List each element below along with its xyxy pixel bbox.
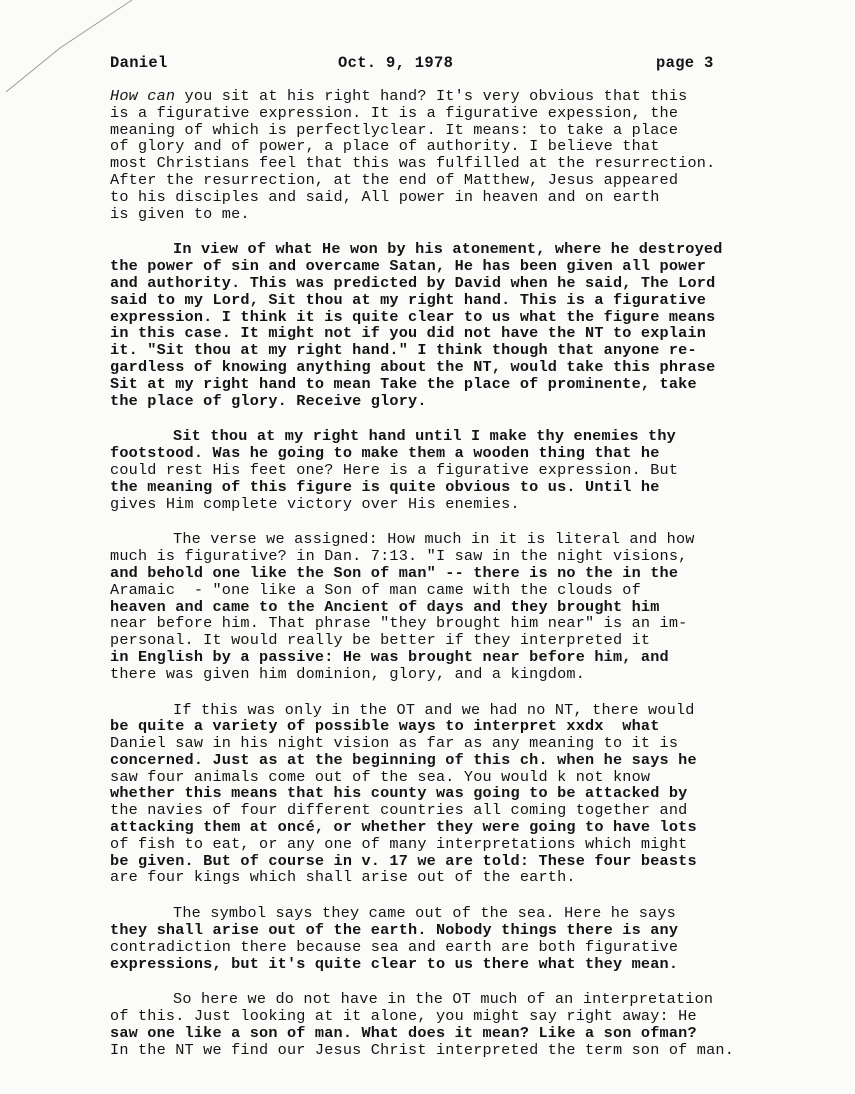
header-date: Oct. 9, 1978 bbox=[338, 54, 454, 72]
text-line: of this. Just looking at it alone, you might say right away: He bbox=[110, 1007, 697, 1026]
text-line: is given to me. bbox=[110, 204, 250, 223]
text-line: and authority. This was predicted by David when he said, The Lord bbox=[110, 273, 716, 292]
text-line: of glory and of power, a place of authority. I believe that bbox=[110, 137, 660, 156]
text-line: is a figurative expression. It is a figurative expession, the bbox=[110, 103, 679, 122]
text-line: be given. But of course in v. 17 we are told: These four beasts bbox=[110, 851, 697, 870]
document-body bbox=[110, 88, 810, 1078]
text-line: could rest His feet one? Here is a figurative expression. But bbox=[110, 460, 679, 479]
text-line: If this was only in the OT and we had no NT, there would bbox=[173, 700, 695, 719]
text-line: attacking them at oncé, or whether they were going to have lots bbox=[110, 818, 697, 837]
text-line: near before him. That phrase "they brought him near" is an im- bbox=[110, 614, 688, 633]
text-line: expressions, but it's quite clear to us there what they mean. bbox=[110, 954, 679, 973]
text-line: concerned. Just as at the beginning of this ch. when he says he bbox=[110, 750, 697, 769]
text-line: the navies of four different countries all coming together and bbox=[110, 801, 688, 820]
text-line: are four kings which shall arise out of the earth. bbox=[110, 868, 576, 887]
text-line: in English by a passive: He was brought near before him, and bbox=[110, 647, 669, 666]
text-line: most Christians feel that this was fulfilled at the resurrection. bbox=[110, 154, 716, 173]
text-line: to his disciples and said, All power in heaven and on earth bbox=[110, 187, 660, 206]
text-line: whether this means that his county was going to be attacked by bbox=[110, 784, 688, 803]
text-line: contradiction there because sea and earth are both figurative bbox=[110, 937, 679, 956]
text-line: said to my Lord, Sit thou at my right hand. This is a figurative bbox=[110, 290, 707, 309]
text-line: meaning of which is perfectlyclear. It means: to take a place bbox=[110, 120, 679, 139]
text-line: they shall arise out of the earth. Nobody things there is any bbox=[110, 921, 679, 940]
text-line: Daniel saw in his night vision as far as any meaning to it is bbox=[110, 734, 679, 753]
text-line: footstood. Was he going to make them a wooden thing that he bbox=[110, 444, 660, 463]
text-line: gardless of knowing anything about the NT, would take this phrase bbox=[110, 357, 716, 376]
text-line: The symbol says they came out of the sea. Here he says bbox=[173, 904, 676, 923]
paragraph bbox=[110, 702, 810, 887]
text-line: and behold one like the Son of man" -- there is no the in the bbox=[110, 563, 679, 582]
text-line: So here we do not have in the OT much of an interpretation bbox=[173, 990, 714, 1009]
text-line: heaven and came to the Ancient of days and they brought him bbox=[110, 597, 660, 616]
italic-lead: How can bbox=[110, 87, 176, 105]
page-header bbox=[110, 54, 750, 76]
text-line: the power of sin and overcame Satan, He has been given all power bbox=[110, 257, 707, 276]
text-line: How can you sit at his right hand? It's very obvious that this bbox=[110, 87, 688, 105]
paragraph bbox=[110, 531, 810, 682]
text-line: personal. It would really be better if they interpreted it bbox=[110, 631, 651, 650]
text-line: In view of what He won by his atonement, where he destroyed bbox=[173, 240, 723, 259]
text-line: gives Him complete victory over His enemies. bbox=[110, 494, 520, 513]
header-page-number: page 3 bbox=[656, 54, 714, 72]
text-line: be quite a variety of possible ways to interpret xxdx what bbox=[110, 717, 660, 736]
paragraph bbox=[110, 88, 810, 222]
text-line: there was given him dominion, glory, and a kingdom. bbox=[110, 664, 586, 683]
text-line: saw four animals come out of the sea. You would k not know bbox=[110, 767, 651, 786]
text-line: in this case. It might not if you did not have the NT to explain bbox=[110, 324, 707, 343]
text-line: the meaning of this figure is quite obvious to us. Until he bbox=[110, 477, 660, 496]
text-line: of fish to eat, or any one of many interpretations which might bbox=[110, 834, 688, 853]
text-line: Sit thou at my right hand until I make thy enemies thy bbox=[173, 427, 676, 446]
text-line: saw one like a son of man. What does it mean? Like a son ofman? bbox=[110, 1024, 697, 1043]
paragraph bbox=[110, 241, 810, 409]
text-line: Sit at my right hand to mean Take the place of prominente, take bbox=[110, 374, 697, 393]
text-line: Aramaic - "one like a Son of man came with the clouds of bbox=[110, 580, 641, 599]
paragraph bbox=[110, 905, 810, 972]
text-line: much is figurative? in Dan. 7:13. "I saw in the night visions, bbox=[110, 547, 688, 566]
text-line: The verse we assigned: How much in it is literal and how bbox=[173, 530, 695, 549]
text-line: After the resurrection, at the end of Matthew, Jesus appeared bbox=[110, 170, 679, 189]
text-line: In the NT we find our Jesus Christ interpreted the term son of man. bbox=[110, 1040, 735, 1059]
text-line: it. "Sit thou at my right hand." I think though that anyone re- bbox=[110, 341, 697, 360]
text-line: expression. I think it is quite clear to us what the figure means bbox=[110, 307, 716, 326]
header-title: Daniel bbox=[110, 54, 168, 72]
paragraph bbox=[110, 991, 810, 1058]
text-line: the place of glory. Receive glory. bbox=[110, 391, 427, 410]
paragraph bbox=[110, 428, 810, 512]
